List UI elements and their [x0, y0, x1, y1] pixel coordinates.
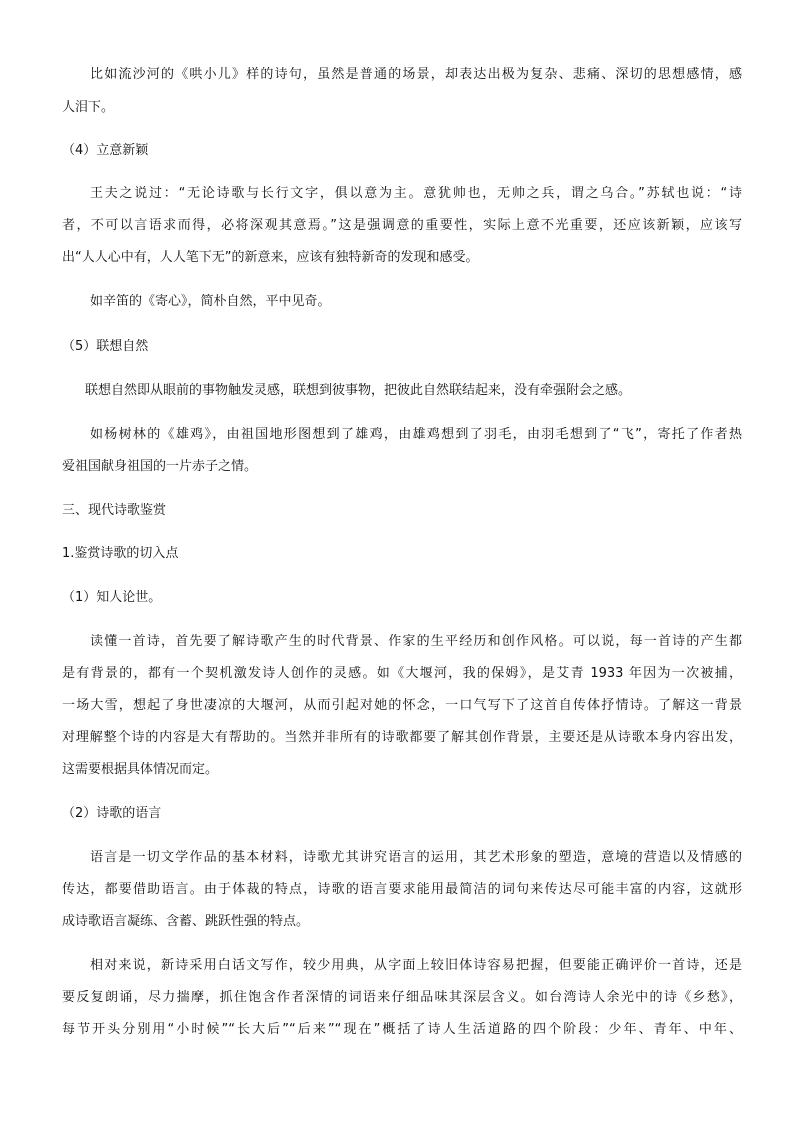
subsection-heading: （1）知人论世。 — [62, 590, 162, 605]
paragraph-line: 联想自然即从眼前的事物触发灵感，联想到彼事物，把彼此自然联结起来，没有牵强附会之感。 — [85, 383, 632, 398]
paragraph-line: 读懂一首诗，首先要了解诗歌产生的时代背景、作家的生平经历和创作风格。可以说，每一首诗的产生都 — [90, 634, 742, 649]
paragraph-line: 如辛笛的《寄心》，简朴自然，平中见奇。 — [90, 294, 331, 309]
paragraph-line: 是有背景的，都有一个契机激发诗人创作的灵感。如《大堰河，我的保姆》，是艾青 1933 年因为一次被捕， — [62, 666, 742, 681]
paragraph-line: 要反复朗诵，尽力揣摩，抓住饱含作者深情的词语来仔细品味其深层含义。如台湾诗人余光中的诗《乡愁》， — [62, 990, 742, 1005]
paragraph-line: 语言是一切文学作品的基本材料，诗歌尤其讲究语言的运用，其艺术形象的塑造，意境的营造以及情感的 — [90, 850, 742, 865]
paragraph-line: 这需要根据具体情况而定。 — [62, 762, 219, 777]
paragraph-line: 一场大雪，想起了身世凄凉的大堰河，从而引起对她的怀念，一口气写下了这首自传体抒情诗。了解这一背景 — [62, 698, 742, 713]
subsection-heading: 1.鉴赏诗歌的切入点 — [62, 546, 179, 561]
paragraph-line: 对理解整个诗的内容是大有帮助的。当然并非所有的诗歌都要了解其创作背景，主要还是从诗歌本身内容出发， — [62, 730, 742, 745]
paragraph-line: 王夫之说过：“无论诗歌与长行文字，俱以意为主。意犹帅也，无帅之兵，谓之乌合。”苏轼也说：“诗 — [90, 186, 742, 201]
paragraph-line: 爱祖国献身祖国的一片赤子之情。 — [62, 459, 258, 474]
section-heading: 三、现代诗歌鉴赏 — [62, 503, 167, 518]
paragraph-line: 出“人人心中有，人人笔下无”的新意来，应该有独特新奇的发现和感受。 — [62, 250, 479, 265]
paragraph-line: 如杨树林的《雄鸡》，由祖国地形图想到了雄鸡，由雄鸡想到了羽毛，由羽毛想到了“飞”，寄托了作者热 — [90, 427, 742, 442]
subsection-heading: （2）诗歌的语言 — [62, 806, 162, 821]
paragraph-line: 成诗歌语言凝练、含蓄、跳跃性强的特点。 — [62, 914, 310, 929]
paragraph-line: 每节开头分别用“小时候”“长大后”“后来”“现在”概括了诗人生活道路的四个阶段：少年、青年、中年、 — [62, 1022, 742, 1037]
paragraph-line: 人泪下。 — [62, 100, 115, 115]
paragraph-line: 者，不可以言语求而得，必将深观其意焉。”这是强调意的重要性，实际上意不光重要，还应该新颖，应该写 — [62, 218, 742, 233]
paragraph-line: 比如流沙河的《哄小儿》样的诗句，虽然是普通的场景，却表达出极为复杂、悲痛、深切的思想感情，感 — [90, 67, 742, 82]
section-heading: （5）联想自然 — [62, 339, 149, 354]
section-heading: （4）立意新颖 — [62, 143, 149, 158]
paragraph-line: 传达，都要借助语言。由于体裁的特点，诗歌的语言要求能用最简洁的词句来传达尽可能丰富的内容，这就形 — [62, 882, 742, 897]
paragraph-line: 相对来说，新诗采用白话文写作，较少用典，从字面上较旧体诗容易把握，但要能正确评价一首诗，还是 — [90, 958, 742, 973]
